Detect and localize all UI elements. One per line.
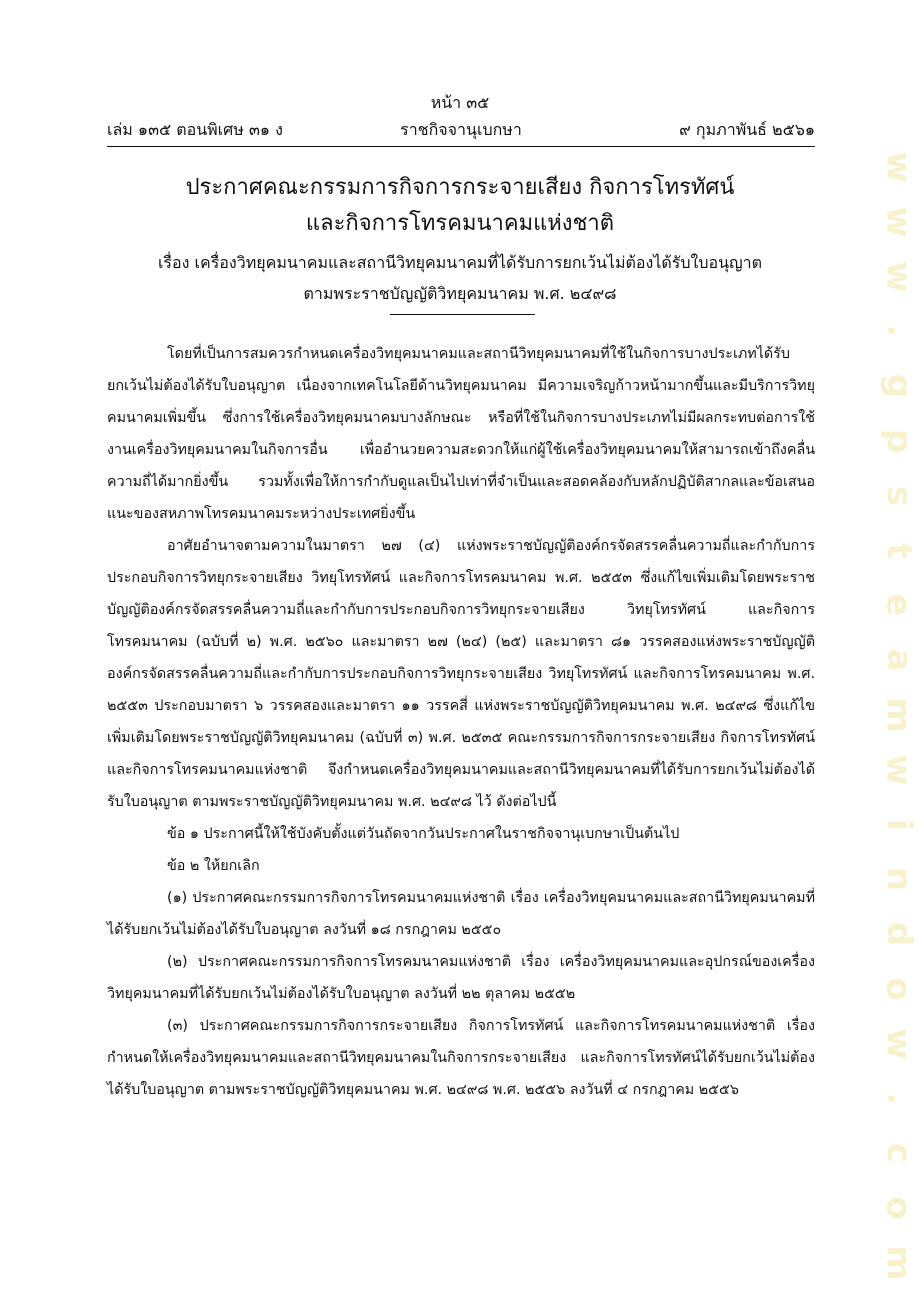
watermark-letter: w: [878, 151, 919, 183]
watermark-letter: c: [879, 1143, 919, 1164]
announcement-title-line1: ประกาศคณะกรรมการกิจการกระจายเสียง กิจการโทรทัศน์: [185, 175, 735, 200]
page-number: หน้า ๓๕: [430, 93, 490, 112]
repealed-item-2: (๒) ประกาศคณะกรรมการกิจการโทรคมนาคมแห่งชาติ เรื่อง เครื่องวิทยุคมนาคมและอุปกรณ์ของเครื่องวิทยุคมนาคมที่ได้รับยกเว้นไม่ต้องได้รับใบอนุญาต ลงวันที่ ๒๒ ตุลาคม ๒๕๕๒: [107, 954, 815, 1002]
watermark-letter: a: [878, 648, 919, 672]
authority-paragraph: อาศัยอำนาจตามความในมาตรา ๒๗ (๔) แห่งพระราชบัญญัติองค์กรจัดสรรคลื่นความถี่และกำกับการประกอบกิจการวิทยุกระจายเสียง วิทยุโทรทัศน์ และกิจการโทรคมนาคม พ.ศ. ๒๕๕๓ ซึ่งแก้ไขเพิ่มเติมโดยพระราชบัญญัติองค์กรจัดสรรคลื่นความถี่และกำกับการประกอบกิจการวิทยุกระจายเสียง วิทยุโทรทัศน์ และกิจการโทรคมนาคม (ฉบับที่ ๒) พ.ศ. ๒๕๖๐ และมาตรา ๒๗ (๒๔) (๒๕) และมาตรา ๘๑ วรรคสองแห่งพระราชบัญญัติองค์กรจัดสรรคลื่นความถี่และกำกับการประกอบกิจการวิทยุกระจายเสียง วิทยุโทรทัศน์ และกิจการโทรคมนาคม พ.ศ. ๒๕๕๓ ประกอบมาตรา ๖ วรรคสองและมาตรา ๑๑ วรรคสี่ แห่งพระราชบัญญัติวิทยุคมนาคม พ.ศ. ๒๔๙๘ ซึ่งแก้ไขเพิ่มเติมโดยพระราชบัญญัติวิทยุคมนาคม (ฉบับที่ ๓) พ.ศ. ๒๕๓๕ คณะกรรมการกิจการกระจายเสียง กิจการโทรทัศน์และกิจการโทรคมนาคมแห่งชาติ จึงกำหนดเครื่องวิทยุคมนาคมและสถานีวิทยุคมนาคมที่ได้รับการยกเว้นไม่ต้องได้รับใบอนุญาต ตามพระราชบัญญัติวิทยุคมนาคม พ.ศ. ๒๔๙๘ ไว้ ดังต่อไปนี้: [107, 538, 815, 810]
publication-name: ราชกิจจานุเบกษา: [400, 120, 522, 139]
watermark-letter: i: [879, 818, 919, 831]
header-divider: [107, 146, 815, 147]
watermark-letter: n: [879, 867, 919, 892]
watermark-letter: .: [878, 1092, 919, 1106]
announcement-title-line2: และกิจการโทรคมนาคมแห่งชาติ: [305, 211, 615, 236]
watermark-letter: d: [879, 921, 919, 947]
watermark-letter: p: [879, 428, 919, 454]
watermark-letter: o: [878, 977, 919, 1001]
watermark-letter: w: [878, 1028, 919, 1060]
gazette-header: [107, 120, 815, 142]
watermark-letter: .: [878, 324, 919, 338]
subject-line1: เรื่อง เครื่องวิทยุคมนาคมและสถานีวิทยุคมนาคมที่ได้รับการยกเว้นไม่ต้องได้รับใบอนุญาต: [157, 253, 763, 272]
watermark-letter: w: [878, 754, 919, 786]
repealed-item-1: (๑) ประกาศคณะกรรมการกิจการโทรคมนาคมแห่งชาติ เรื่อง เครื่องวิทยุคมนาคมและสถานีวิทยุคมนาคมที่ได้รับยกเว้นไม่ต้องได้รับใบอนุญาต ลงวันที่ ๑๘ กรกฎาคม ๒๕๕๐: [107, 890, 815, 938]
preamble-paragraph: โดยที่เป็นการสมควรกำหนดเครื่องวิทยุคมนาคมและสถานีวิทยุคมนาคมที่ใช้ในกิจการบางประเภทได้รับยกเว้นไม่ต้องได้รับใบอนุญาต เนื่องจากเทคโนโลยีด้านวิทยุคมนาคม มีความเจริญก้าวหน้ามากขึ้นและมีบริการวิทยุคมนาคมเพิ่มขึ้น ซึ่งการใช้เครื่องวิทยุคมนาคมบางลักษณะ หรือที่ใช้ในกิจการบางประเภทไม่มีผลกระทบต่อการใช้งานเครื่องวิทยุคมนาคมในกิจการอื่น เพื่ออำนวยความสะดวกให้แก่ผู้ใช้เครื่องวิทยุคมนาคมให้สามารถเข้าถึงคลื่นความถี่ได้มากยิ่งขึ้น รวมทั้งเพื่อให้การกำกับดูแลเป็นไปเท่าที่จำเป็นและสอดคล้องกับหลักปฏิบัติสากลและข้อเสนอแนะของสหภาพโทรคมนาคมระหว่างประเทศยิ่งขึ้น: [107, 346, 815, 522]
repealed-item-3: (๓) ประกาศคณะกรรมการกิจการกระจายเสียง กิจการโทรทัศน์ และกิจการโทรคมนาคมแห่งชาติ เรื่อง กำหนดให้เครื่องวิทยุคมนาคมและสถานีวิทยุคมนาคมในกิจการกระจายเสียง และกิจการโทรทัศน์ได้รับยกเว้นไม่ต้องได้รับใบอนุญาต ตามพระราชบัญญัติวิทยุคมนาคม พ.ศ. ๒๔๙๘ พ.ศ. ๒๕๕๖ ลงวันที่ ๔ กรกฎาคม ๒๕๕๖: [107, 1018, 815, 1098]
watermark-letter: m: [879, 1245, 919, 1281]
publication-date: ๙ กุมภาพันธ์ ๒๕๖๑: [679, 120, 815, 139]
watermark-letter: t: [878, 542, 919, 559]
watermark-letter: o: [878, 1196, 919, 1220]
watermark-letter: e: [879, 593, 919, 617]
watermark-letter: w: [878, 206, 919, 238]
watermark-letter: w: [878, 260, 919, 293]
watermark-letter: m: [879, 697, 919, 733]
clause-1: ข้อ ๑ ประกาศนี้ให้ใช้บังคับตั้งแต่วันถัดจากวันประกาศในราชกิจจานุเบกษาเป็นต้นไป: [167, 826, 680, 842]
volume-issue: เล่ม ๑๓๕ ตอนพิเศษ ๓๑ ง: [107, 120, 283, 139]
site-watermark: [878, 150, 919, 1281]
watermark-letter: g: [879, 374, 919, 399]
watermark-letter: s: [879, 485, 919, 506]
title-divider: [390, 314, 535, 315]
announcement-body: [107, 338, 815, 1106]
clause-2: ข้อ ๒ ให้ยกเลิก: [167, 858, 260, 874]
subject-line2: ตามพระราชบัญญัติวิทยุคมนาคม พ.ศ. ๒๔๙๘: [303, 284, 617, 303]
